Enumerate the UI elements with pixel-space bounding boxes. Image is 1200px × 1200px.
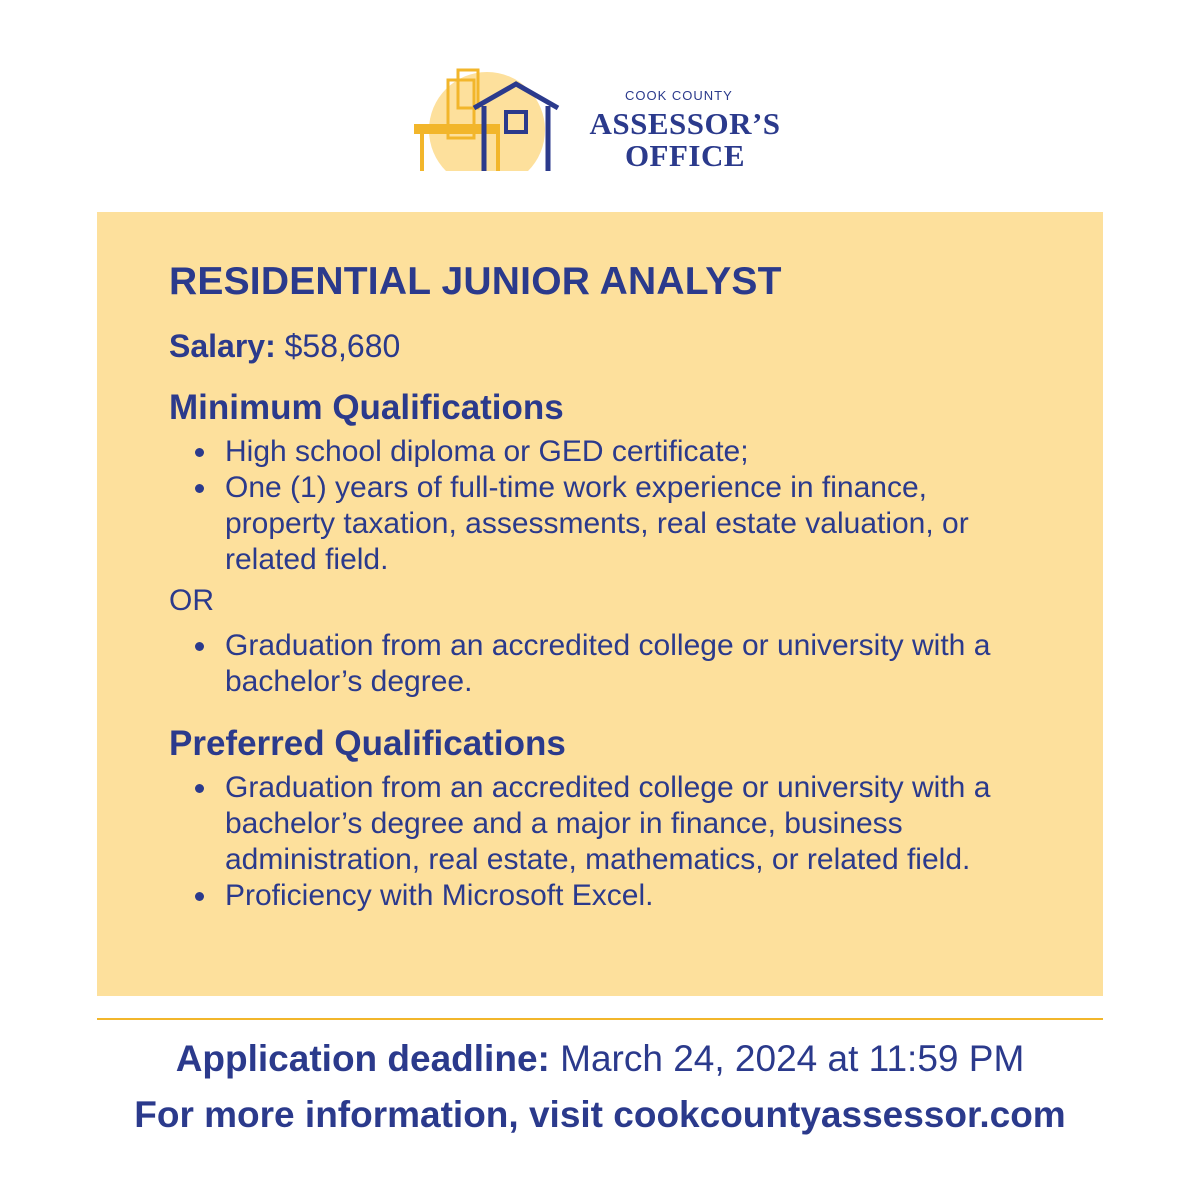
- preferred-qualifications-heading: Preferred Qualifications: [169, 724, 566, 763]
- or-separator: OR: [169, 584, 214, 617]
- job-details-card: [97, 212, 1103, 996]
- preferred-qualifications-list: [225, 770, 1045, 914]
- alternate-qualifications-list: [225, 628, 1045, 700]
- deadline-label: Application deadline:: [175, 1038, 550, 1079]
- minimum-qualifications-heading: Minimum Qualifications: [169, 388, 564, 427]
- footer-divider: [97, 1018, 1103, 1020]
- application-deadline: [0, 1038, 1200, 1080]
- more-info-link[interactable]: For more information, visit cookcountyassessor.com: [134, 1094, 1066, 1135]
- list-item: One (1) years of full-time work experience in finance, property taxation, assessments, real estate valuation, or related field.: [225, 470, 1045, 578]
- logo-county-text: COOK COUNTY: [625, 88, 733, 103]
- logo-line-2: OFFICE: [624, 138, 746, 173]
- list-item: Graduation from an accredited college or university with a bachelor’s degree.: [225, 628, 1045, 700]
- logo-line-1: ASSESSOR’S: [589, 106, 781, 141]
- salary-value: $58,680: [275, 328, 401, 364]
- salary-label: Salary:: [169, 328, 276, 364]
- logo-office-name: [570, 108, 800, 172]
- house-building-logo-icon: [412, 68, 572, 178]
- salary-line: [169, 328, 400, 365]
- list-item: Graduation from an accredited college or university with a bachelor’s degree and a major in finance, business administration, real estate, mathematics, or related field.: [225, 770, 1045, 878]
- deadline-value: March 24, 2024 at 11:59 PM: [549, 1038, 1025, 1079]
- list-item: High school diploma or GED certificate;: [225, 434, 1045, 470]
- job-title: RESIDENTIAL JUNIOR ANALYST: [169, 260, 782, 303]
- assessor-logo: [412, 68, 792, 178]
- minimum-qualifications-list: [225, 434, 1045, 578]
- list-item: Proficiency with Microsoft Excel.: [225, 878, 1045, 914]
